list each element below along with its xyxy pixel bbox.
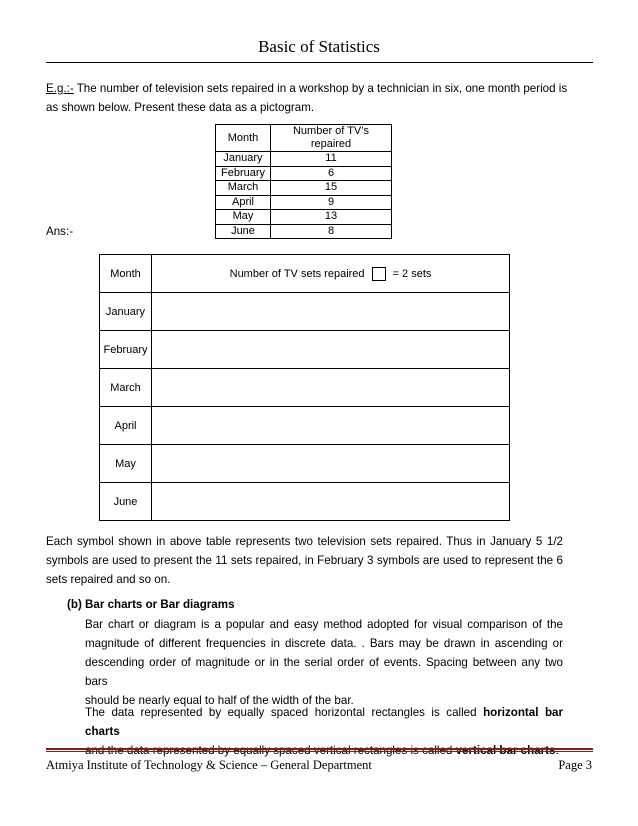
pictogram-symbols-cell — [152, 407, 510, 445]
explanation-line3: sets repaired and so on. — [46, 573, 171, 586]
example-text-line1: The number of television sets repaired in a workshop by a technician in six, one month period is — [73, 82, 568, 95]
pictogram-month: January — [100, 293, 152, 331]
horizontal-bar-charts-term: horizontal bar charts — [85, 706, 563, 738]
pictogram-month: March — [100, 369, 152, 407]
table-header-row — [216, 125, 392, 152]
tv-symbol-icon — [372, 267, 386, 281]
table-row — [216, 210, 392, 225]
table-cell-month: May — [216, 210, 271, 225]
pictogram-header-row — [100, 255, 510, 293]
footer-page-number: Page 3 — [558, 758, 592, 772]
section-b-para2-text-a: The data represented by equally spaced horizontal rectangles is called — [85, 706, 484, 719]
pictogram-legend-text: = 2 sets — [392, 267, 432, 280]
header-divider — [46, 62, 593, 63]
explanation-line2: symbols are used to present the 11 sets repaired, in February 3 symbols are used to represent the 6 — [46, 554, 563, 567]
table-row — [216, 195, 392, 210]
pictogram-row — [100, 445, 510, 483]
pictogram-row — [100, 369, 510, 407]
section-b-heading: (b) Bar charts or Bar diagrams — [67, 598, 235, 611]
section-b-para1-line4: should be nearly equal to half of the width of the bar. — [85, 694, 354, 707]
table-row — [216, 152, 392, 167]
pictogram-header-month: Month — [100, 255, 152, 293]
example-text-line2: as shown below. Present these data as a pictogram. — [46, 101, 315, 114]
pictogram-symbols-cell — [152, 483, 510, 521]
footer-divider — [46, 748, 593, 750]
vertical-bar-charts-term: vertical bar charts — [455, 744, 556, 757]
pictogram-month: June — [100, 483, 152, 521]
section-b-para2-text-c: and the data represented by equally spaced vertical rectangles is called — [85, 744, 456, 757]
table-row — [216, 224, 392, 239]
pictogram-row — [100, 483, 510, 521]
table-cell-value: 8 — [271, 224, 392, 239]
table-row — [216, 166, 392, 181]
pictogram-symbols-cell — [152, 331, 510, 369]
table-cell-value: 13 — [271, 210, 392, 225]
pictogram-header-symbols — [152, 255, 510, 293]
table-header-count: Number of TV’s repaired — [271, 125, 392, 152]
pictogram-month: February — [100, 331, 152, 369]
table-cell-value: 11 — [271, 152, 392, 167]
footer-institution: Atmiya Institute of Technology & Science – General Department — [46, 758, 372, 772]
table-cell-month: March — [216, 181, 271, 196]
table-cell-value: 6 — [271, 166, 392, 181]
explanation-line1: Each symbol shown in above table represents two television sets repaired. Thus in January 5 1/2 — [46, 535, 563, 548]
section-b-paragraph1 — [85, 615, 563, 710]
section-b-para2-end: . — [555, 744, 559, 757]
table-cell-month: January — [216, 152, 271, 167]
pictogram-symbols-cell — [152, 293, 510, 331]
example-paragraph — [46, 79, 593, 117]
page-title: Basic of Statistics — [258, 37, 380, 56]
pictogram-month: April — [100, 407, 152, 445]
pictogram-header-label: Number of TV sets repaired — [229, 267, 365, 280]
table-cell-month: April — [216, 195, 271, 210]
pictogram-table — [99, 254, 510, 521]
example-label: E.g.:- — [46, 82, 74, 95]
pictogram-symbols-cell — [152, 369, 510, 407]
table-row — [216, 181, 392, 196]
table-cell-month: June — [216, 224, 271, 239]
pictogram-month: May — [100, 445, 152, 483]
pictogram-symbols-cell — [152, 445, 510, 483]
pictogram-row — [100, 293, 510, 331]
section-b-para1-line1: Bar chart or diagram is a popular and easy method adopted for visual comparison of the — [85, 618, 563, 631]
table-cell-value: 15 — [271, 181, 392, 196]
answer-label: Ans:- — [46, 225, 74, 238]
tv-repair-data-table — [215, 124, 392, 239]
section-b-para1-line2: magnitude of different frequencies in discrete data. . Bars may be drawn in ascending or — [85, 637, 563, 650]
table-cell-month: February — [216, 166, 271, 181]
explanation-paragraph — [46, 532, 563, 589]
section-b-para1-line3: descending order of magnitude or in the serial order of events. Spacing between any two bars — [85, 656, 563, 688]
table-header-month: Month — [216, 125, 271, 152]
footer-divider-thin — [46, 751, 593, 752]
pictogram-row — [100, 407, 510, 445]
pictogram-row — [100, 331, 510, 369]
table-cell-value: 9 — [271, 195, 392, 210]
